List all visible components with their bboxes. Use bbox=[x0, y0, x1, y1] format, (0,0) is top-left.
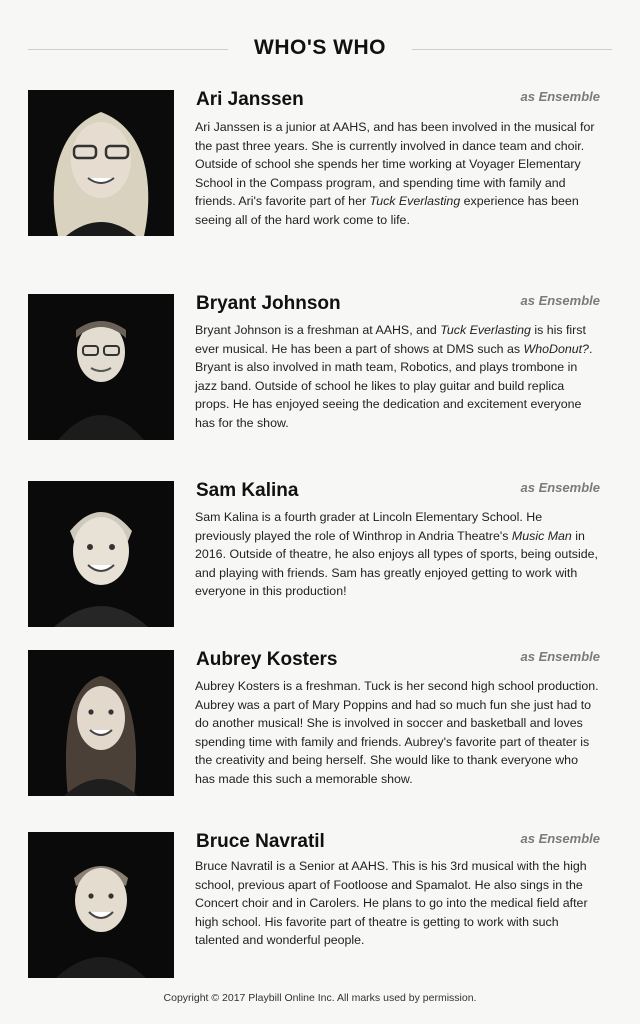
bio-text: in 2016. Outside of theatre, he also enjoys all types of sports, being outside, and playing with friends. Sam has greatly enjoyed getting to work with everyone in this production! bbox=[195, 528, 598, 598]
bio-text: Sam Kalina is a fourth grader at Lincoln Elementary School. He previously played the role of Winthrop in Andria Theatre's bbox=[195, 510, 543, 543]
headshot-photo bbox=[28, 294, 174, 440]
copyright-footer: Copyright © 2017 Playbill Online Inc. All marks used by permission. bbox=[163, 992, 477, 1004]
header-rule-right bbox=[412, 49, 612, 50]
cast-name: Sam Kalina bbox=[196, 480, 299, 501]
bio-text: Bryant Johnson is a freshman at AAHS, and bbox=[195, 323, 441, 337]
cast-role: as Ensemble bbox=[520, 831, 600, 846]
bio-text: is his first ever musical. He has been a part of shows at DMS such as bbox=[195, 323, 586, 356]
bio-text: Ari Janssen is a junior at AAHS, and has been involved in the musical for the past three years. She is currently involved in dance team and choir. Outside of school she spends her time working at Voyager Elementary School in the Compass program, and spending time with family and friends. Ari's favorite part of her bbox=[195, 120, 595, 208]
cast-bio bbox=[195, 857, 600, 950]
cast-role: as Ensemble bbox=[520, 293, 600, 308]
cast-name: Bruce Navratil bbox=[196, 831, 325, 852]
cast-bio bbox=[195, 118, 600, 229]
headshot-photo bbox=[28, 481, 174, 627]
cast-role: as Ensemble bbox=[520, 649, 600, 664]
cast-bio bbox=[195, 321, 600, 432]
bio-text: Bruce Navratil is a Senior at AAHS. This is his 3rd musical with the high school, previous apart of Footloose and Spamalot. He also sings in the Concert choir and in Carolers. He plans to go into the medical field after high school. His favorite part of theatre is getting to work with such talented and wonderful people. bbox=[195, 859, 588, 947]
cast-name: Bryant Johnson bbox=[196, 293, 341, 314]
cast-name: Aubrey Kosters bbox=[196, 649, 338, 670]
cast-name: Ari Janssen bbox=[196, 89, 304, 110]
bio-title-italic: Tuck Everlasting bbox=[369, 194, 461, 208]
cast-bio bbox=[195, 508, 600, 601]
headshot-photo bbox=[28, 832, 174, 978]
bio-title-italic: WhoDonut? bbox=[523, 341, 589, 356]
headshot-photo bbox=[28, 90, 174, 236]
page-title: WHO'S WHO bbox=[254, 36, 386, 59]
cast-bio bbox=[195, 677, 600, 788]
cast-role: as Ensemble bbox=[520, 480, 600, 495]
headshot-photo bbox=[28, 650, 174, 796]
bio-text: . Bryant is also involved in math team, Robotics, and plays trombone in jazz band. Outside of school he likes to play guitar and build replica props. He has enjoyed seeing the dedication and excitement everyone has for the show. bbox=[195, 341, 593, 430]
page-header bbox=[28, 36, 612, 64]
bio-text: experience has been seeing all of the hard work come to life. bbox=[195, 194, 579, 227]
bio-title-italic: Music Man bbox=[511, 528, 572, 543]
cast-role: as Ensemble bbox=[520, 89, 600, 104]
bio-text: Aubrey Kosters is a freshman. Tuck is her second high school production. Aubrey was a part of Mary Poppins and had so much fun she just had to do another musical! She is involved in soccer and basketball and loves spending time with family and friends. Aubrey's favorite part of theater is the creativity and being herself. She would like to thank everyone who has made this such a memorable show. bbox=[195, 679, 599, 786]
bio-title-italic: Tuck Everlasting bbox=[440, 323, 531, 337]
